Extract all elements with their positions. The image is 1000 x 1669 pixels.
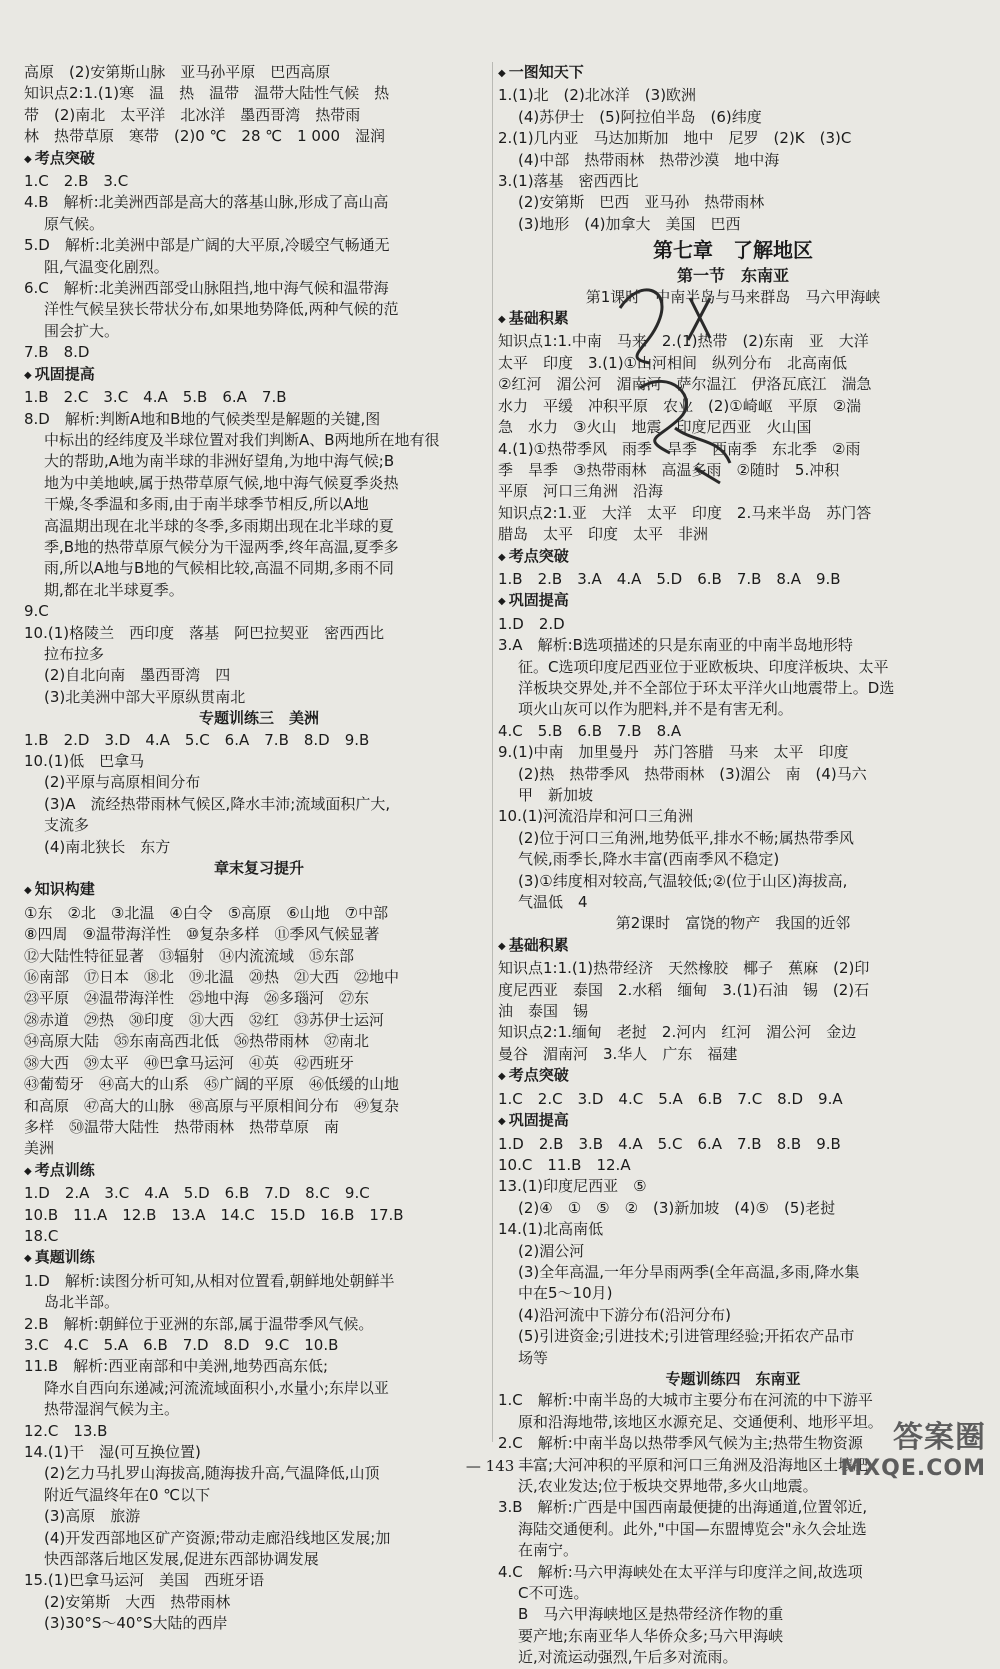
answer-line: ⑯南部 ⑰日本 ⑱北 ⑲北温 ⑳热 ㉑大西 ㉒地中 bbox=[24, 968, 400, 987]
answer-line: (5)引进资金;引进技术;引进管理经验;开拓农产品市 bbox=[518, 1327, 855, 1346]
answer-line: 地为中美地峡,属于热带草原气候,地中海气候夏季炎热 bbox=[44, 473, 399, 492]
section-heading: ◆ 考点突破 bbox=[498, 1065, 968, 1088]
answer-line: 平原 河口三角洲 沿海 bbox=[498, 482, 664, 501]
answer-line: 要产地;东南亚华人华侨众多;马六甲海峡 bbox=[518, 1626, 784, 1645]
answer-line: (2)平原与高原相间分布 bbox=[44, 773, 201, 792]
answer-line: 在南宁。 bbox=[518, 1541, 579, 1560]
answer-line: (3)30°S～40°S大陆的西岸 bbox=[44, 1614, 228, 1633]
section-heading: ◆ 真题训练 bbox=[24, 1247, 494, 1270]
answer-line: 6.C 解析:北美洲西部受山脉阻挡,地中海气候和温带海 bbox=[24, 279, 389, 298]
answer-line: 2.(1)几内亚 马达加斯加 地中 尼罗 (2)K (3)C bbox=[498, 129, 852, 148]
answer-line: 1.B 2.C 3.C 4.A 5.B 6.A 7.B bbox=[24, 388, 287, 407]
answer-line: 12.C 13.B bbox=[24, 1421, 108, 1440]
answer-line: 10.(1)格陵兰 西印度 落基 阿巴拉契亚 密西西比 bbox=[24, 623, 385, 642]
handwritten-scribble bbox=[600, 268, 760, 498]
section-heading: ◆ 考点突破 bbox=[498, 546, 968, 569]
answer-line: 雨,所以A地与B地的气候相比较,高温不同期,多雨不同 bbox=[44, 559, 394, 578]
section-heading: ◆ 基础积累 bbox=[498, 308, 968, 331]
title-line: 第七章 了解地区 bbox=[653, 238, 813, 263]
answer-line: 带 (2)南北 太平洋 北冰洋 墨西哥湾 热带雨 bbox=[24, 105, 361, 124]
section-heading: ◆ 巩固提高 bbox=[498, 1110, 968, 1133]
answer-line: 知识点2:1.亚 大洋 太平 印度 2.马来半岛 苏门答 bbox=[498, 503, 872, 522]
answer-line: 美洲 bbox=[24, 1139, 55, 1158]
answer-line: 近,对流运动强烈,午后多对流雨。 bbox=[518, 1648, 738, 1667]
answer-line: 林 热带草原 寒带 (2)0 ℃ 28 ℃ 1 000 湿润 bbox=[24, 127, 386, 146]
answer-line: 10.B 11.A 12.B 13.A 14.C 15.D 16.B 17.B bbox=[24, 1205, 404, 1224]
answer-line: 2.C 解析:中南半岛以热带季风气候为主;热带生物资源 bbox=[498, 1434, 863, 1453]
answer-line: 项火山灰可以作为肥料,并不是有害无利。 bbox=[518, 700, 793, 719]
answer-line: ⑫大陆性特征显著 ⑬辐射 ⑭内流流域 ⑮东部 bbox=[24, 946, 355, 965]
answer-line: 高原 (2)安第斯山脉 亚马孙平原 巴西高原 bbox=[24, 63, 331, 81]
answer-line: (2)乞力马扎罗山海拔高,随海拔升高,气温降低,山顶 bbox=[44, 1464, 380, 1483]
answer-line: ㉞高原大陆 ㉟东南高西北低 ㊱热带雨林 ㊲南北 bbox=[24, 1032, 370, 1051]
answer-line: (4)开发西部地区矿产资源;带动走廊沿线地区发展;加 bbox=[44, 1528, 391, 1547]
answer-line: 急 水力 ③火山 地震 印度尼西亚 火山国 bbox=[498, 418, 812, 437]
answer-line: 1.C 解析:中南半岛的大城市主要分布在河流的中下游平 bbox=[498, 1391, 873, 1410]
answer-line: 干燥,冬季温和多雨,由于南半球季节相反,所以A地 bbox=[44, 495, 369, 514]
answer-line: 1.C 2.C 3.D 4.C 5.A 6.B 7.C 8.D 9.A bbox=[498, 1089, 843, 1108]
answer-line: (2)湄公河 bbox=[518, 1241, 585, 1260]
watermark-url: MXQE.COM bbox=[840, 1456, 986, 1481]
answer-line: 4.(1)①热带季风 雨季 旱季 西南季 东北季 ②雨 bbox=[498, 439, 861, 458]
answer-line: (3)北美洲中部大平原纵贯南北 bbox=[44, 687, 246, 706]
answer-line: 丰富;大河冲积的平原和河口三角洲及沿海地区土壤肥 bbox=[518, 1455, 869, 1474]
answer-line: (2)④ ① ⑤ ② (3)新加坡 (4)⑤ (5)老挝 bbox=[518, 1198, 836, 1217]
answer-line: 曼谷 湄南河 3.华人 广东 福建 bbox=[498, 1044, 738, 1063]
title-line: 第1课时 中南半岛与马来群岛 马六甲海峡 bbox=[585, 287, 881, 306]
answer-line: 4.C 解析:马六甲海峡处在太平洋与印度洋之间,故选项 bbox=[498, 1562, 863, 1581]
answer-line: 知识点2:1.(1)寒 温 热 温带 温带大陆性气候 热 bbox=[24, 84, 390, 103]
answer-line: 8.D 解析:判断A地和B地的气候类型是解题的关键,图 bbox=[24, 409, 381, 428]
answer-line: 快西部落后地区发展,促进东西部协调发展 bbox=[44, 1550, 319, 1569]
left-column bbox=[24, 62, 494, 1635]
answer-line: 和高原 ㊼高大的山脉 ㊽高原与平原相间分布 ㊾复杂 bbox=[24, 1096, 400, 1115]
title-line: 专题训练四 东南亚 bbox=[665, 1369, 801, 1388]
answer-line: 1.D 2.A 3.C 4.A 5.D 6.B 7.D 8.C 9.C bbox=[24, 1184, 370, 1203]
answer-line: (3)①纬度相对较高,气温较低;②(位于山区)海拔高, bbox=[518, 871, 848, 890]
column-divider bbox=[492, 62, 493, 1442]
answer-line: 中标出的经纬度及半球位置对我们判断A、B两地所在地有很 bbox=[44, 430, 440, 449]
answer-line: ②红河 湄公河 湄南河 萨尔温江 伊洛瓦底江 湍急 bbox=[498, 375, 872, 394]
answer-line: (3)A 流经热带雨林气候区,降水丰沛;流域面积广大, bbox=[44, 794, 391, 813]
answer-line: 洋板块交界处,并不全部位于环太平洋火山地震带上。D选 bbox=[518, 678, 895, 697]
answer-line: ㉓平原 ㉔温带海洋性 ㉕地中海 ㉖多瑙河 ㉗东 bbox=[24, 989, 370, 1008]
answer-line: ①东 ②北 ③北温 ④白令 ⑤高原 ⑥山地 ⑦中部 bbox=[24, 903, 389, 922]
watermark-logo bbox=[840, 1412, 986, 1481]
answer-line: 9.(1)中南 加里曼丹 苏门答腊 马来 太平 印度 bbox=[498, 743, 849, 762]
answer-line: 13.(1)印度尼西亚 ⑤ bbox=[498, 1177, 647, 1196]
answer-line: 1.D 2.D bbox=[498, 614, 565, 633]
answer-line: 1.(1)北 (2)北冰洋 (3)欧洲 bbox=[498, 86, 697, 105]
answer-line: 度尼西亚 泰国 2.水稻 缅甸 3.(1)石油 锡 (2)石 bbox=[498, 980, 870, 999]
answer-line: 岛北半部。 bbox=[44, 1293, 120, 1312]
section-heading: ◆ 考点训练 bbox=[24, 1160, 494, 1183]
section-heading: ◆ 考点突破 bbox=[24, 148, 494, 171]
answer-line: 18.C bbox=[24, 1226, 59, 1245]
answer-line: 大的帮助,A地为南半球的非洲好望角,为地中海气候;B bbox=[44, 452, 395, 471]
answer-line: 1.B 2.B 3.A 4.A 5.D 6.B 7.B 8.A 9.B bbox=[498, 569, 841, 588]
answer-line: 附近气温终年在0 ℃以下 bbox=[44, 1485, 211, 1504]
answer-line: 多样 ㊿温带大陆性 热带雨林 热带草原 南 bbox=[24, 1117, 340, 1136]
section-heading: ◆ 巩固提高 bbox=[498, 590, 968, 613]
answer-line: 3.C 4.C 5.A 6.B 7.D 8.D 9.C 10.B bbox=[24, 1335, 339, 1354]
answer-line: 洋性气候呈狭长带状分布,如果地势降低,两种气候的范 bbox=[44, 300, 399, 319]
answer-line: 10.C 11.B 12.A bbox=[498, 1155, 631, 1174]
answer-line: 气温低 4 bbox=[518, 893, 588, 912]
answer-line: 4.C 5.B 6.B 7.B 8.A bbox=[498, 721, 682, 740]
title-line: 章末复习提升 bbox=[213, 859, 304, 878]
answer-line: 2.B 解析:朝鲜位于亚洲的东部,属于温带季风气候。 bbox=[24, 1314, 374, 1333]
answer-line: 10.(1)河流沿岸和河口三角洲 bbox=[498, 807, 694, 826]
answer-line: 中在5～10月) bbox=[518, 1284, 613, 1303]
answer-line: 原气候。 bbox=[44, 214, 105, 233]
answer-line: 腊岛 太平 印度 太平 非洲 bbox=[498, 525, 709, 544]
answer-line: (4)中部 热带雨林 热带沙漠 地中海 bbox=[518, 150, 780, 169]
answer-line: 油 泰国 锡 bbox=[498, 1002, 589, 1021]
answer-line: 9.C bbox=[24, 602, 49, 621]
answer-line: 水力 平缓 冲积平原 农业 (2)①崎岖 平原 ②湍 bbox=[498, 396, 862, 415]
answer-line: 高温期出现在北半球的冬季,多雨期出现在北半球的夏 bbox=[44, 516, 394, 535]
answer-line: 征。C选项印度尼西亚位于亚欧板块、印度洋板块、太平 bbox=[518, 657, 889, 676]
answer-line: 3.A 解析:B选项描述的只是东南亚的中南半岛地形特 bbox=[498, 636, 853, 655]
answer-line: 知识点1:1.中南 马来 2.(1)热带 (2)东南 亚 大洋 bbox=[498, 332, 869, 351]
answer-line: 沃,农业发达;位于板块交界地带,多火山地震。 bbox=[518, 1477, 818, 1495]
answer-line: (2)位于河口三角洲,地势低平,排水不畅;属热带季风 bbox=[518, 828, 854, 847]
answer-line: (4)南北狭长 东方 bbox=[44, 837, 171, 856]
answer-line: ㉘赤道 ㉙热 ㉚印度 ㉛大西 ㉜红 ㉝苏伊士运河 bbox=[24, 1010, 385, 1029]
answer-line: 场等 bbox=[518, 1348, 549, 1367]
answer-line: 季 旱季 ③热带雨林 高温多雨 ②随时 5.冲积 bbox=[498, 460, 840, 479]
answer-line: 1.B 2.D 3.D 4.A 5.C 6.A 7.B 8.D 9.B bbox=[24, 730, 370, 749]
answer-line: 15.(1)巴拿马运河 美国 西班牙语 bbox=[24, 1571, 265, 1590]
answer-line: 季,B地的热带草原气候分为干湿两季,终年高温,夏季多 bbox=[44, 537, 399, 556]
title-line: 第2课时 富饶的物产 我国的近邻 bbox=[615, 914, 851, 933]
answer-line: (3)高原 旅游 bbox=[44, 1507, 141, 1526]
answer-line: 降水自西向东递减;河流流域面积小,水量小;东岸以亚 bbox=[44, 1378, 389, 1397]
answer-line: 3.(1)落基 密西西比 bbox=[498, 172, 639, 191]
answer-line: 4.B 解析:北美洲西部是高大的落基山脉,形成了高山高 bbox=[24, 193, 389, 212]
answer-line: 14.(1)干 湿(可互换位置) bbox=[24, 1443, 201, 1461]
answer-line: 阻,气温变化剧烈。 bbox=[44, 257, 169, 276]
answer-line: 14.(1)北高南低 bbox=[498, 1220, 604, 1239]
answer-line: 知识点2:1.缅甸 老挝 2.河内 红河 湄公河 金边 bbox=[498, 1023, 857, 1042]
answer-line: 原和沿海地带,该地区水源充足、交通便利、地形平坦。 bbox=[518, 1412, 883, 1431]
answer-line: 海陆交通便利。此外,"中国—东盟博览会"永久会址选 bbox=[518, 1519, 867, 1538]
answer-line: (2)自北向南 墨西哥湾 四 bbox=[44, 666, 231, 685]
answer-line: ㊳大西 ㊴太平 ㊵巴拿马运河 ㊶英 ㊷西班牙 bbox=[24, 1053, 355, 1072]
answer-line: 11.B 解析:西亚南部和中美洲,地势西高东低; bbox=[24, 1357, 329, 1376]
answer-line: 7.B 8.D bbox=[24, 343, 90, 362]
answer-line: 知识点1:1.(1)热带经济 天然橡胶 椰子 蕉麻 (2)印 bbox=[498, 959, 870, 978]
answer-line: (2)安第斯 巴西 亚马孙 热带雨林 bbox=[518, 193, 765, 212]
title-line: 专题训练三 美洲 bbox=[198, 709, 319, 728]
answer-line: (2)安第斯 大西 热带雨林 bbox=[44, 1592, 231, 1611]
answer-line: ㊸葡萄牙 ㊹高大的山系 ㊺广阔的平原 ㊻低缓的山地 bbox=[24, 1075, 400, 1094]
answer-line: 拉布拉多 bbox=[44, 644, 105, 663]
answer-line: 10.(1)低 巴拿马 bbox=[24, 752, 145, 770]
answer-line: 气候,雨季长,降水丰富(西南季风不稳定) bbox=[518, 850, 780, 869]
answer-line: 支流多 bbox=[44, 816, 90, 835]
answer-line: (4)沿河流中下游分布(沿河分布) bbox=[518, 1305, 731, 1324]
answer-line: (3)全年高温,一年分旱雨两季(全年高温,多雨,降水集 bbox=[518, 1262, 860, 1281]
answer-line: 5.D 解析:北美洲中部是广阔的大平原,冷暖空气畅通无 bbox=[24, 236, 390, 255]
section-heading: ◆ 巩固提高 bbox=[24, 364, 494, 387]
answer-line: 1.C 2.B 3.C bbox=[24, 172, 129, 191]
answer-line: (3)地形 (4)加拿大 美国 巴西 bbox=[518, 214, 741, 233]
answer-line: ⑧四周 ⑨温带海洋性 ⑩复杂多样 ⑪季风气候显著 bbox=[24, 925, 380, 944]
answer-line: 热带湿润气候为主。 bbox=[44, 1400, 180, 1419]
page-number: — 143 — bbox=[465, 1457, 535, 1475]
watermark-title: 答案圈 bbox=[893, 1420, 986, 1455]
answer-line: B 马六甲海峡地区是热带经济作物的重 bbox=[518, 1605, 784, 1624]
answer-line: 1.D 2.B 3.B 4.A 5.C 6.A 7.B 8.B 9.B bbox=[498, 1134, 841, 1153]
answer-line: (2)热 热带季风 热带雨林 (3)湄公 南 (4)马六 bbox=[518, 764, 867, 783]
section-heading: ◆ 知识构建 bbox=[24, 879, 494, 902]
title-line: 第一节 东南亚 bbox=[676, 266, 789, 286]
answer-line: (4)苏伊士 (5)阿拉伯半岛 (6)纬度 bbox=[518, 107, 762, 126]
answer-line: 期,都在北半球夏季。 bbox=[44, 580, 184, 599]
answer-line: 甲 新加坡 bbox=[518, 786, 594, 804]
section-heading: ◆ 基础积累 bbox=[498, 935, 968, 958]
answer-line: 围会扩大。 bbox=[44, 321, 120, 340]
section-heading: ◆ 一图知天下 bbox=[498, 62, 968, 85]
answer-line: C不可选。 bbox=[518, 1584, 589, 1603]
answer-line: 1.D 解析:读图分析可知,从相对位置看,朝鲜地处朝鲜半 bbox=[24, 1271, 395, 1290]
answer-line: 3.B 解析:广西是中国西南最便捷的出海通道,位置邻近, bbox=[498, 1498, 868, 1517]
answer-line: 太平 印度 3.(1)①山河相间 纵列分布 北高南低 bbox=[498, 353, 848, 372]
